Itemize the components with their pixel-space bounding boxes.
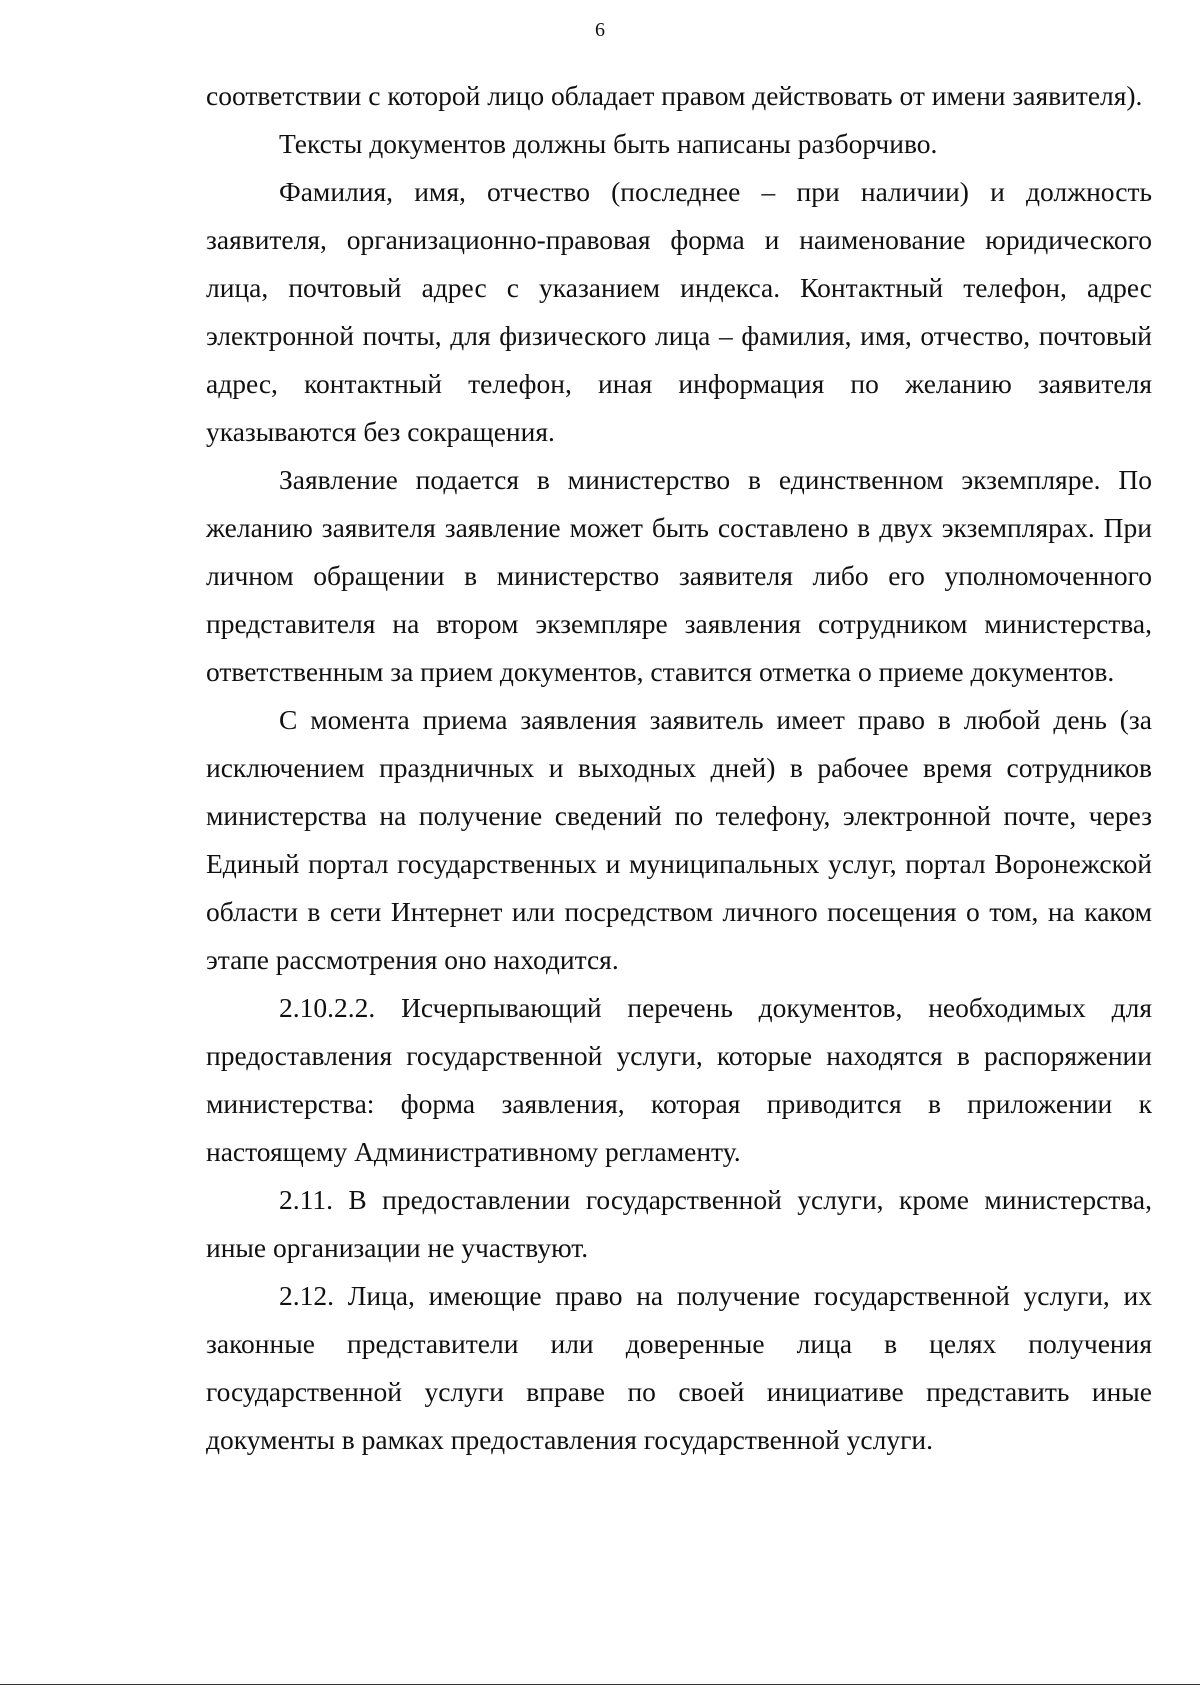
document-body: [206, 72, 1152, 1464]
paragraph-continuation: соответствии с которой лицо обладает правом действовать от имени заявителя).: [206, 80, 1143, 111]
paragraph-status-inquiry: С момента приема заявления заявитель имеет право в любой день (за исключением праздничных и выходных дней) в рабочее время сотрудников министерства на получение сведений по телефону, электронной почте, через Единый портал государственных и муниципальных услуг, портал Воронежской области в сети Интернет или посредством личного посещения о том, на каком этапе рассмотрения оно находится.: [206, 704, 1152, 975]
paragraph-applicant-details: Фамилия, имя, отчество (последнее – при наличии) и должность заявителя, организационно-правовая форма и наименование юридического лица, почтовый адрес с указанием индекса. Контактный телефон, адрес электронной почты, для физического лица – фамилия, имя, отчество, почтовый адрес, контактный телефон, иная информация по желанию заявителя указываются без сокращения.: [206, 176, 1152, 447]
page-number: 6: [595, 19, 605, 41]
paragraph-2-11: 2.11. В предоставлении государственной услуги, кроме министерства, иные организации не участвуют.: [206, 1184, 1152, 1263]
paragraph-2-12: 2.12. Лица, имеющие право на получение государственной услуги, их законные представители или доверенные лица в целях получения государственной услуги вправе по своей инициативе представить иные документы в рамках предоставления государственной услуги.: [206, 1280, 1152, 1455]
paragraph-submission: Заявление подается в министерство в единственном экземпляре. По желанию заявителя заявление может быть составлено в двух экземплярах. При личном обращении в министерство заявителя либо его уполномоченного представителя на втором экземпляре заявления сотрудником министерства, ответственным за прием документов, ставится отметка о приеме документов.: [206, 464, 1152, 687]
bottom-divider: [0, 1684, 1200, 1685]
paragraph-2-10-2-2: 2.10.2.2. Исчерпывающий перечень документов, необходимых для предоставления государственной услуги, которые находятся в распоряжении министерства: форма заявления, которая приводится в приложении к настоящему Административному регламенту.: [206, 992, 1152, 1167]
paragraph-legibility: Тексты документов должны быть написаны разборчиво.: [279, 128, 938, 159]
